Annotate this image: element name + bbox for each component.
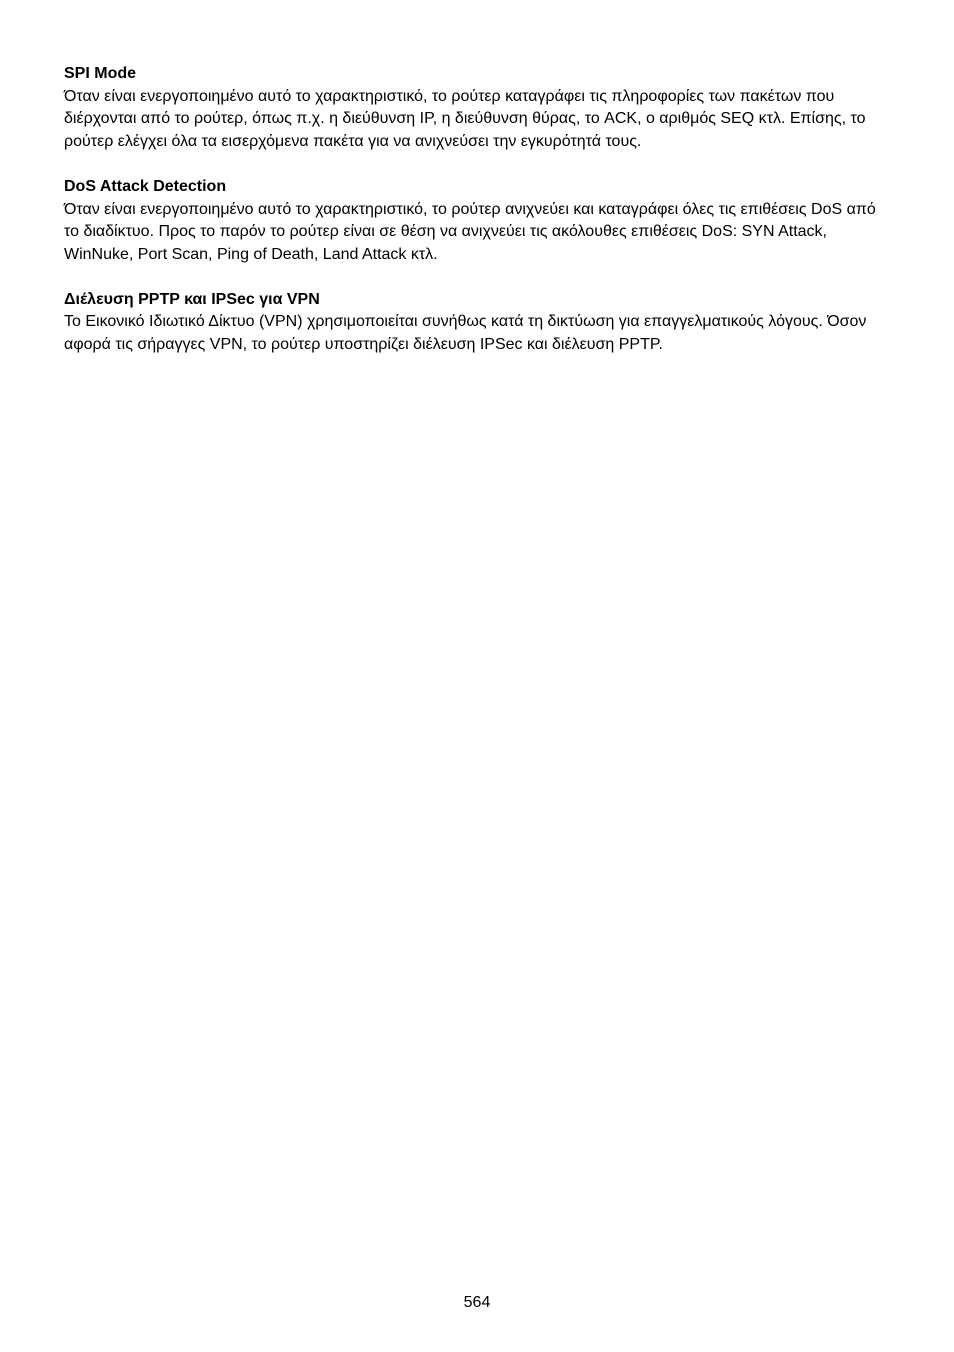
- page-number: 564: [463, 1294, 491, 1311]
- section-spi-mode: [64, 63, 884, 154]
- document-body: [64, 63, 884, 379]
- section-paragraph: Το Εικονικό Ιδιωτικό Δίκτυο (VPN) χρησιμοποιείται συνήθως κατά τη δικτύωση για επαγγελματικούς λόγους. Όσον αφορά τις σήραγγες VPN, το ρούτερ υποστηρίζει διέλευση IPSec και διέλευση PPTP.: [64, 313, 867, 354]
- section-heading: Διέλευση PPTP και IPSec για VPN: [64, 290, 320, 308]
- section-heading: DoS Attack Detection: [64, 177, 227, 195]
- section-paragraph: Όταν είναι ενεργοποιημένο αυτό το χαρακτηριστικό, το ρούτερ καταγράφει τις πληροφορίες των πακέτων που διέρχονται από το ρούτερ, όπως π.χ. η διεύθυνση IP, η διεύθυνση θύρας, το ACK, ο αριθμός SEQ κτλ. Επίσης, το ρούτερ ελέγχει όλα τα εισερχόμενα πακέτα για να ανιχνεύσει την εγκυρότητά τους.: [64, 87, 866, 151]
- section-dos-attack-detection: [64, 176, 884, 267]
- section-vpn-passthrough: [64, 289, 884, 357]
- section-heading: SPI Mode: [64, 65, 137, 82]
- section-paragraph: Όταν είναι ενεργοποιημένο αυτό το χαρακτηριστικό, το ρούτερ ανιχνεύει και καταγράφει όλες τις επιθέσεις DoS από το διαδίκτυο. Προς το παρόν το ρούτερ είναι σε θέση να ανιχνεύει τις ακόλουθες επιθέσεις DoS: SYN Attack, WinNuke, Port Scan, Ping of Death, Land Attack κτλ.: [64, 200, 876, 263]
